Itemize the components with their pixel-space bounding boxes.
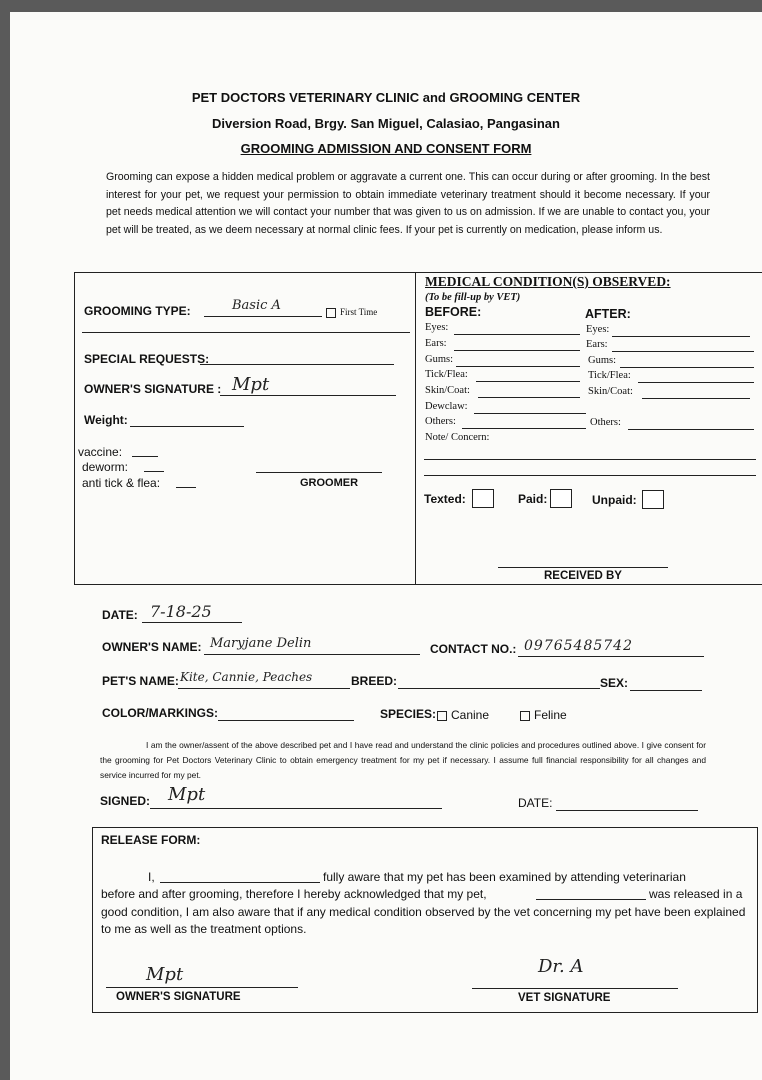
unpaid-checkbox[interactable] <box>642 490 664 509</box>
before-tick-line[interactable] <box>476 381 580 382</box>
sex-label: SEX: <box>600 676 629 690</box>
date-label: DATE: <box>102 608 138 622</box>
before-skin-label: Skin/Coat: <box>425 385 470 396</box>
release-owner-line <box>106 987 298 988</box>
consent-text: I am the owner/assent of the above described pet and I have read and understand the clinic policies and procedures outlined above. I give consent for the grooming for Pet Doctors Veterinary Clinic to obtain emergency treatment for my pet if necessary. I assume full financial responsibility for all changes and service incurred for my pet. <box>100 740 706 780</box>
grooming-type-label: GROOMING TYPE: <box>84 304 191 318</box>
after-others-label: Others: <box>590 417 621 428</box>
box-divider <box>415 272 416 585</box>
after-skin-line[interactable] <box>642 398 750 399</box>
before-ears-label: Ears: <box>425 338 447 349</box>
before-gums-line[interactable] <box>456 366 580 367</box>
contact-line <box>518 656 704 657</box>
groomer-signature-line <box>256 472 382 473</box>
texted-label: Texted: <box>424 492 466 506</box>
after-eyes-line[interactable] <box>612 336 750 337</box>
vaccine-line[interactable] <box>132 456 158 457</box>
texted-checkbox[interactable] <box>472 489 494 508</box>
after-tick-label: Tick/Flea: <box>588 370 631 381</box>
special-requests-label: SPECIAL REQUESTS: <box>84 352 210 366</box>
breed-line[interactable] <box>398 688 600 689</box>
after-label: AFTER: <box>585 307 631 321</box>
vet-signature-value[interactable]: Dr. A <box>538 956 584 977</box>
before-ears-line[interactable] <box>454 350 580 351</box>
grooming-type-value[interactable]: Basic A <box>232 298 281 313</box>
medical-title: MEDICAL CONDITION(S) OBSERVED: <box>425 274 671 289</box>
canine-option[interactable] <box>437 708 489 722</box>
note-line-2[interactable] <box>424 475 756 476</box>
breed-label: BREED: <box>351 674 398 688</box>
paid-checkbox[interactable] <box>550 489 572 508</box>
feline-option[interactable] <box>520 708 567 722</box>
groomer-label: GROOMER <box>300 477 359 489</box>
first-time-option[interactable] <box>326 307 377 318</box>
before-label: BEFORE: <box>425 305 482 319</box>
after-ears-line[interactable] <box>612 351 754 352</box>
before-gums-label: Gums: <box>425 354 454 365</box>
anti-tick-line[interactable] <box>176 487 196 488</box>
canine-label: Canine <box>451 708 490 722</box>
release-title: RELEASE FORM: <box>101 833 201 847</box>
color-line[interactable] <box>218 720 354 721</box>
signed-label: SIGNED: <box>100 794 151 808</box>
after-others-line[interactable] <box>628 429 754 430</box>
owner-signature-value[interactable]: Mpt <box>232 374 270 395</box>
sex-line[interactable] <box>630 690 702 691</box>
after-skin-label: Skin/Coat: <box>588 386 633 397</box>
deworm-label: deworm: <box>82 460 129 474</box>
after-tick-line[interactable] <box>638 382 754 383</box>
release-line2-end: was released in a <box>649 887 743 901</box>
release-owner-label: OWNER'S SIGNATURE <box>116 991 241 1003</box>
form-title: GROOMING ADMISSION AND CONSENT FORM <box>240 141 532 156</box>
vet-signature-label: VET SIGNATURE <box>518 992 611 1004</box>
color-label: COLOR/MARKINGS: <box>102 706 218 720</box>
received-by-label: RECEIVED BY <box>544 570 622 582</box>
before-dewclaw-line[interactable] <box>474 413 586 414</box>
weight-label: Weight: <box>84 413 128 427</box>
release-name-line[interactable] <box>160 882 320 883</box>
form-sheet <box>10 12 762 1080</box>
unpaid-label: Unpaid: <box>592 493 637 507</box>
after-gums-line[interactable] <box>620 367 754 368</box>
before-eyes-line[interactable] <box>454 334 580 335</box>
owner-signature-line <box>220 395 396 396</box>
before-eyes-label: Eyes: <box>425 322 449 333</box>
release-rest: good condition, I am also aware that if any medical condition observed by the vet concerning my pet have been explained to me as well as the treatment options. <box>101 905 746 936</box>
before-others-line[interactable] <box>462 428 586 429</box>
owner-name-value[interactable]: Maryjane Delin <box>210 636 312 651</box>
clinic-address: Diversion Road, Brgy. San Miguel, Calasiao, Pangasinan <box>212 116 560 131</box>
special-requests-line[interactable] <box>200 364 394 365</box>
date-value[interactable]: 7-18-25 <box>150 602 212 621</box>
first-time-checkbox[interactable] <box>326 308 336 318</box>
note-line-1[interactable] <box>424 459 756 460</box>
grooming-blank-line <box>82 332 410 333</box>
signed-value[interactable]: Mpt <box>168 784 206 805</box>
contact-label: CONTACT NO.: <box>430 642 517 656</box>
feline-label: Feline <box>534 708 567 722</box>
intro-paragraph: Grooming can expose a hidden medical problem or aggravate a current one. This can occur during or after grooming. In the best interest for your pet, we request your permission to obtain immediate veterinary treatment should it become necessary. If your pet needs medical attention we will contact your number that was given to us on admission. If we are unable to contact you, your pet will be treated, as we deem necessary at normal clinic fees. If your pet is currently on medication, please inform us. <box>106 171 710 236</box>
release-owner-signature-value[interactable]: Mpt <box>146 964 184 985</box>
feline-checkbox[interactable] <box>520 711 530 721</box>
after-gums-label: Gums: <box>588 355 617 366</box>
clinic-name: PET DOCTORS VETERINARY CLINIC and GROOMING CENTER <box>191 90 581 105</box>
release-pet-line[interactable] <box>536 899 646 900</box>
before-skin-line[interactable] <box>478 397 580 398</box>
owner-name-line <box>204 654 420 655</box>
pet-name-line <box>178 688 350 689</box>
vaccine-label: vaccine: <box>78 445 123 459</box>
owner-signature-label: OWNER'S SIGNATURE : <box>84 382 222 396</box>
before-tick-label: Tick/Flea: <box>425 369 468 380</box>
pet-name-value[interactable]: Kite, Cannie, Peaches <box>180 670 313 684</box>
grooming-type-line <box>204 316 322 317</box>
pet-name-label: PET'S NAME: <box>102 674 179 688</box>
before-dewclaw-label: Dewclaw: <box>425 401 468 412</box>
medical-subtitle: (To be fill-up by VET) <box>425 292 521 303</box>
after-eyes-label: Eyes: <box>586 324 610 335</box>
release-line2: before and after grooming, therefore I hereby acknowledged that my pet, <box>101 887 487 901</box>
consent-date-label: DATE: <box>518 796 553 810</box>
owner-name-label: OWNER'S NAME: <box>102 640 202 654</box>
anti-tick-label: anti tick & flea: <box>82 476 161 490</box>
consent-date-line[interactable] <box>556 810 698 811</box>
note-concern-label: Note/ Concern: <box>425 432 490 443</box>
after-ears-label: Ears: <box>586 339 608 350</box>
first-time-label: First Time <box>340 307 378 317</box>
signed-line <box>150 808 442 809</box>
paid-label: Paid: <box>518 492 548 506</box>
canine-checkbox[interactable] <box>437 711 447 721</box>
before-others-label: Others: <box>425 416 456 427</box>
date-line <box>142 622 242 623</box>
vet-signature-line <box>472 988 678 989</box>
species-label: SPECIES: <box>380 707 437 721</box>
contact-value[interactable]: 09765485742 <box>524 638 633 654</box>
release-i: I, <box>148 870 155 884</box>
release-line1: fully aware that my pet has been examined by attending veterinarian <box>323 870 686 884</box>
deworm-line[interactable] <box>144 471 164 472</box>
weight-line[interactable] <box>130 426 244 427</box>
received-by-line <box>498 567 668 568</box>
